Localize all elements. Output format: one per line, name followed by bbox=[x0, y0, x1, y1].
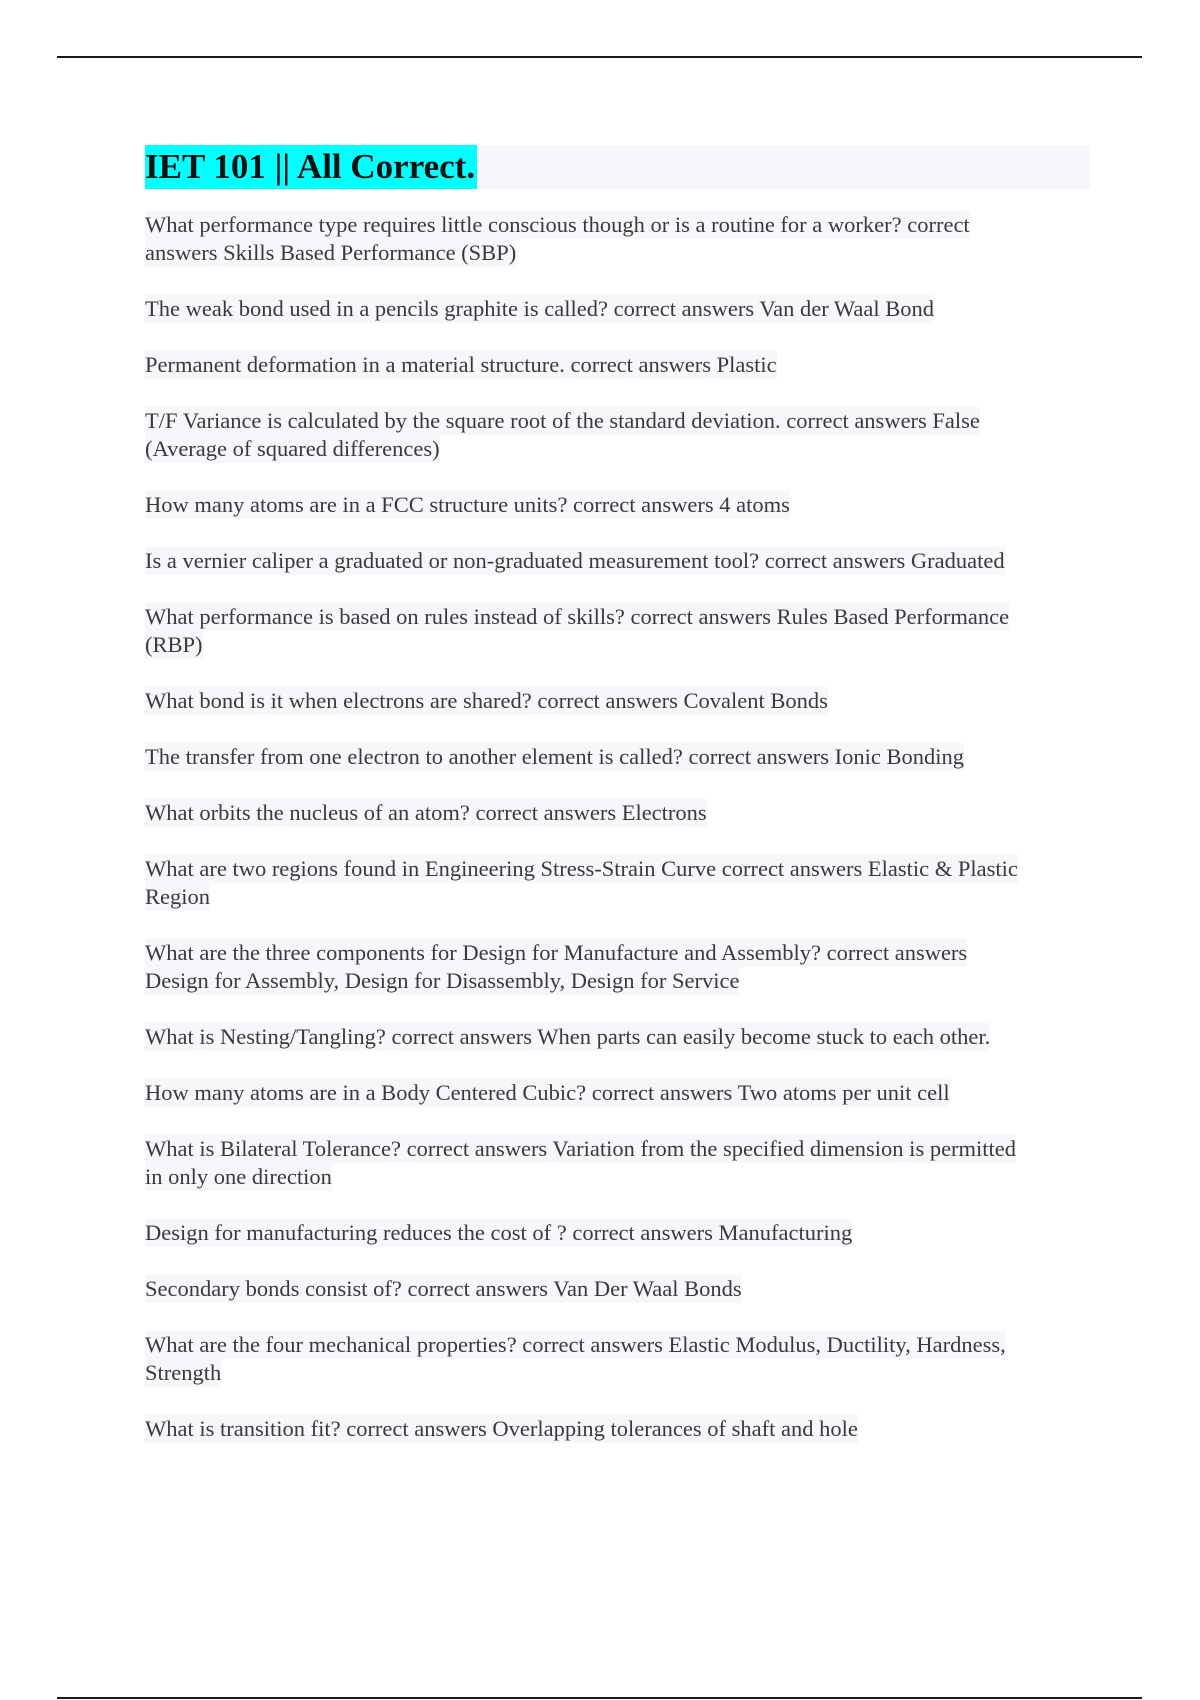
qa-item bbox=[145, 1331, 1090, 1387]
qa-item bbox=[145, 1135, 1090, 1191]
qa-item bbox=[145, 1079, 1090, 1107]
qa-text-line: Design for manufacturing reduces the cost of ? correct answers Manufacturing bbox=[145, 1220, 853, 1245]
qa-item bbox=[145, 855, 1090, 911]
qa-text-line: Is a vernier caliper a graduated or non-graduated measurement tool? correct answers Graduated bbox=[145, 548, 1005, 573]
qa-item bbox=[145, 743, 1090, 771]
qa-text-line: Design for Assembly, Design for Disassembly, Design for Service bbox=[145, 968, 740, 993]
qa-item bbox=[145, 1415, 1090, 1443]
qa-text-line: What is transition fit? correct answers Overlapping tolerances of shaft and hole bbox=[145, 1416, 858, 1441]
qa-text-line: What are the four mechanical properties? correct answers Elastic Modulus, Ductility, Hardness, bbox=[145, 1332, 1006, 1357]
qa-text-line: What is Bilateral Tolerance? correct answers Variation from the specified dimension is permitted bbox=[145, 1136, 1017, 1161]
qa-item bbox=[145, 799, 1090, 827]
qa-text-line: T/F Variance is calculated by the square root of the standard deviation. correct answers False bbox=[145, 408, 980, 433]
qa-item bbox=[145, 351, 1090, 379]
qa-item bbox=[145, 407, 1090, 463]
qa-text-line: How many atoms are in a Body Centered Cubic? correct answers Two atoms per unit cell bbox=[145, 1080, 950, 1105]
qa-text-line: in only one direction bbox=[145, 1164, 332, 1189]
qa-text-line: How many atoms are in a FCC structure units? correct answers 4 atoms bbox=[145, 492, 790, 517]
qa-item bbox=[145, 939, 1090, 995]
qa-item bbox=[145, 295, 1090, 323]
qa-text-line: The weak bond used in a pencils graphite is called? correct answers Van der Waal Bond bbox=[145, 296, 934, 321]
qa-text-line: What bond is it when electrons are shared? correct answers Covalent Bonds bbox=[145, 688, 828, 713]
page-top-rule bbox=[57, 56, 1142, 58]
qa-text-line: (RBP) bbox=[145, 632, 203, 657]
qa-text-line: What performance type requires little conscious though or is a routine for a worker? correct bbox=[145, 212, 970, 237]
qa-item bbox=[145, 1219, 1090, 1247]
qa-item bbox=[145, 603, 1090, 659]
qa-text-line: Permanent deformation in a material structure. correct answers Plastic bbox=[145, 352, 777, 377]
qa-text-line: What is Nesting/Tangling? correct answers When parts can easily become stuck to each other. bbox=[145, 1024, 991, 1049]
qa-text-line: Strength bbox=[145, 1360, 222, 1385]
qa-text-line: The transfer from one electron to another element is called? correct answers Ionic Bonding bbox=[145, 744, 965, 769]
qa-text-line: What orbits the nucleus of an atom? correct answers Electrons bbox=[145, 800, 707, 825]
qa-item bbox=[145, 211, 1090, 267]
qa-item bbox=[145, 687, 1090, 715]
qa-text-line: Secondary bonds consist of? correct answers Van Der Waal Bonds bbox=[145, 1276, 742, 1301]
page-bottom-rule bbox=[57, 1697, 1142, 1699]
document-body bbox=[145, 145, 1090, 1471]
qa-text-line: (Average of squared differences) bbox=[145, 436, 440, 461]
qa-item bbox=[145, 1275, 1090, 1303]
document-title: IET 101 || All Correct. bbox=[145, 145, 477, 189]
qa-list bbox=[145, 211, 1090, 1443]
title-bar bbox=[145, 145, 1090, 189]
qa-text-line: answers Skills Based Performance (SBP) bbox=[145, 240, 517, 265]
qa-text-line: What are two regions found in Engineering Stress-Strain Curve correct answers Elastic & Plastic bbox=[145, 856, 1018, 881]
qa-item bbox=[145, 491, 1090, 519]
qa-text-line: Region bbox=[145, 884, 210, 909]
qa-text-line: What are the three components for Design for Manufacture and Assembly? correct answers bbox=[145, 940, 968, 965]
qa-text-line: What performance is based on rules instead of skills? correct answers Rules Based Performance bbox=[145, 604, 1010, 629]
qa-item bbox=[145, 547, 1090, 575]
qa-item bbox=[145, 1023, 1090, 1051]
